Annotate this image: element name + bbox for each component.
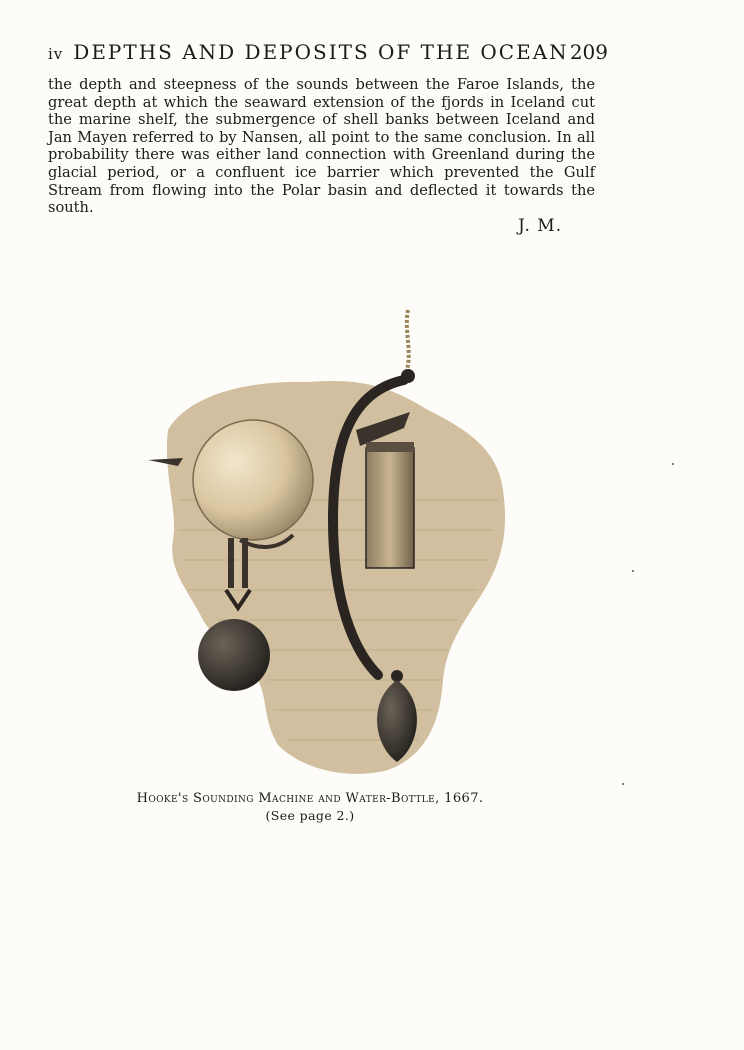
figure-caption [0,790,620,824]
float-globe [193,420,313,540]
speck [672,463,674,465]
caption-title: Hooke's Sounding Machine and Water-Bottle, 1667. [136,791,484,806]
author-initials: J. M. [518,216,563,236]
sinker-ball [198,619,270,691]
rope [407,310,409,370]
caption-reference: (See page 2.) [265,808,355,823]
header-title: DEPTHS AND DEPOSITS OF THE OCEAN [73,40,569,64]
illustration [128,300,518,780]
speck [632,570,634,572]
body-paragraph: the depth and steepness of the sounds between the Faroe Islands, the great depth at which the seaward extension of the fjords in Iceland cut the marine shelf, the submergence of shell banks between Iceland and Jan Mayen referred to by Nansen, all point to the same conclusion. In all probability there was either land connection with Greenland during the glacial period, or a confluent ice barrier which prevented the Gulf Stream from flowing into the Polar basin and deflected it towards the south. [48,76,595,217]
header-roman-numeral: iv [48,45,64,63]
running-header [48,40,608,74]
sounding-machine-illustration [128,300,518,780]
speck [622,783,624,785]
water-bottle [366,448,414,568]
page-number: 209 [569,40,608,64]
